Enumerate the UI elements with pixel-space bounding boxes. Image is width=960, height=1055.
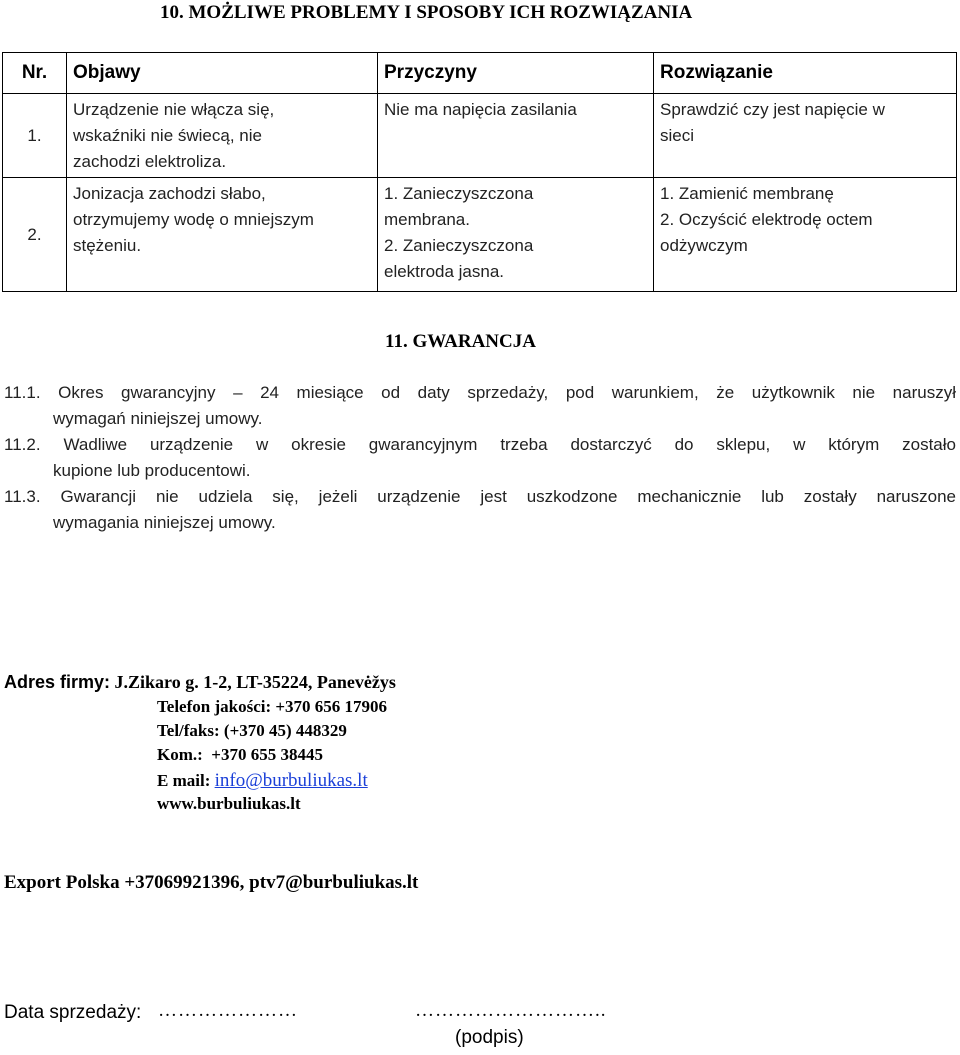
- table-row: [3, 94, 957, 178]
- cell-line: 2. Zanieczyszczona: [384, 236, 534, 255]
- header-solution: Rozwiązanie: [654, 53, 957, 94]
- cell-line: Nie ma napięcia zasilania: [384, 100, 577, 119]
- warranty-item-2: [4, 432, 956, 484]
- cell-line: stężeniu.: [73, 236, 142, 255]
- signature-field: ………………………..: [415, 1000, 607, 1021]
- signature-label: (podpis): [455, 1027, 524, 1048]
- item-text-continued: wymagania niniejszej umowy.: [53, 513, 276, 532]
- troubleshooting-table: [2, 52, 957, 292]
- header-nr: Nr.: [3, 53, 67, 94]
- item-text-continued: wymagań niniejszej umowy.: [53, 409, 263, 428]
- address-value: J.Zikaro g. 1-2, LT-35224, Panevėžys: [114, 672, 396, 692]
- cell-line: sieci: [660, 126, 695, 145]
- warranty-line: [4, 380, 956, 406]
- row-number: 2.: [3, 178, 67, 292]
- item-text: Wadliwe urządzenie w okresie gwarancyjnym trzeba dostarczyć do sklepu, w którym zostało: [63, 435, 956, 454]
- email-line: [157, 770, 368, 792]
- header-causes: Przyczyny: [378, 53, 654, 94]
- fax-number: Tel/faks: (+370 45) 448329: [157, 721, 347, 740]
- warranty-item-1: [4, 380, 956, 432]
- cell-line: zachodzi elektroliza.: [73, 152, 227, 171]
- row-number: 1.: [3, 94, 67, 178]
- item-text-continued: kupione lub producentowi.: [53, 461, 251, 480]
- cell-line: 2. Oczyścić elektrodę octem: [660, 210, 873, 229]
- warranty-line: [4, 432, 956, 458]
- company-address: [4, 672, 396, 693]
- section-10-title: 10. MOŻLIWE PROBLEMY I SPOSOBY ICH ROZWIĄZANIA: [160, 2, 693, 23]
- cell-line: Sprawdzić czy jest napięcie w: [660, 100, 885, 119]
- table-row: [3, 178, 957, 292]
- cell-line: 1. Zamienić membranę: [660, 184, 834, 203]
- item-number: 11.1.: [4, 383, 41, 402]
- address-label: Adres firmy:: [4, 672, 111, 692]
- solution-cell: [654, 94, 957, 178]
- warranty-line: [4, 484, 956, 510]
- cell-line: elektroda jasna.: [384, 262, 505, 281]
- causes-cell: [378, 178, 654, 292]
- header-symptoms: Objawy: [67, 53, 378, 94]
- sale-date-field: …………………: [158, 1000, 298, 1021]
- cell-line: wskaźniki nie świecą, nie: [73, 126, 262, 145]
- cell-line: otrzymujemy wodę o mniejszym: [73, 210, 314, 229]
- cell-line: Urządzenie nie włącza się,: [73, 100, 275, 119]
- cell-line: Jonizacja zachodzi słabo,: [73, 184, 266, 203]
- cell-line: 1. Zanieczyszczona: [384, 184, 534, 203]
- email-label: E mail:: [157, 771, 211, 790]
- cell-line: odżywczym: [660, 236, 748, 255]
- symptoms-cell: [67, 178, 378, 292]
- causes-cell: [378, 94, 654, 178]
- email-link[interactable]: info@burbuliukas.lt: [214, 770, 368, 791]
- item-number: 11.3.: [4, 487, 41, 506]
- solution-cell: [654, 178, 957, 292]
- sale-date-label: Data sprzedaży:: [4, 1002, 142, 1023]
- symptoms-cell: [67, 94, 378, 178]
- warranty-item-3: [4, 484, 956, 536]
- website-link[interactable]: www.burbuliukas.lt: [157, 794, 301, 813]
- item-text: Okres gwarancyjny – 24 miesiące od daty sprzedaży, pod warunkiem, że użytkownik nie naruszył: [58, 383, 956, 402]
- cell-line: membrana.: [384, 210, 470, 229]
- section-11-title: 11. GWARANCJA: [385, 331, 536, 352]
- mobile-number: Kom.: +370 655 38445: [157, 745, 323, 764]
- quality-phone: Telefon jakości: +370 656 17906: [157, 697, 388, 716]
- item-text: Gwarancji nie udziela się, jeżeli urządzenie jest uszkodzone mechanicznie lub zostały naruszone: [60, 487, 956, 506]
- item-number: 11.2.: [4, 435, 41, 454]
- export-contact: Export Polska +37069921396, ptv7@burbuliukas.lt: [4, 872, 419, 893]
- table-header-row: [3, 53, 957, 94]
